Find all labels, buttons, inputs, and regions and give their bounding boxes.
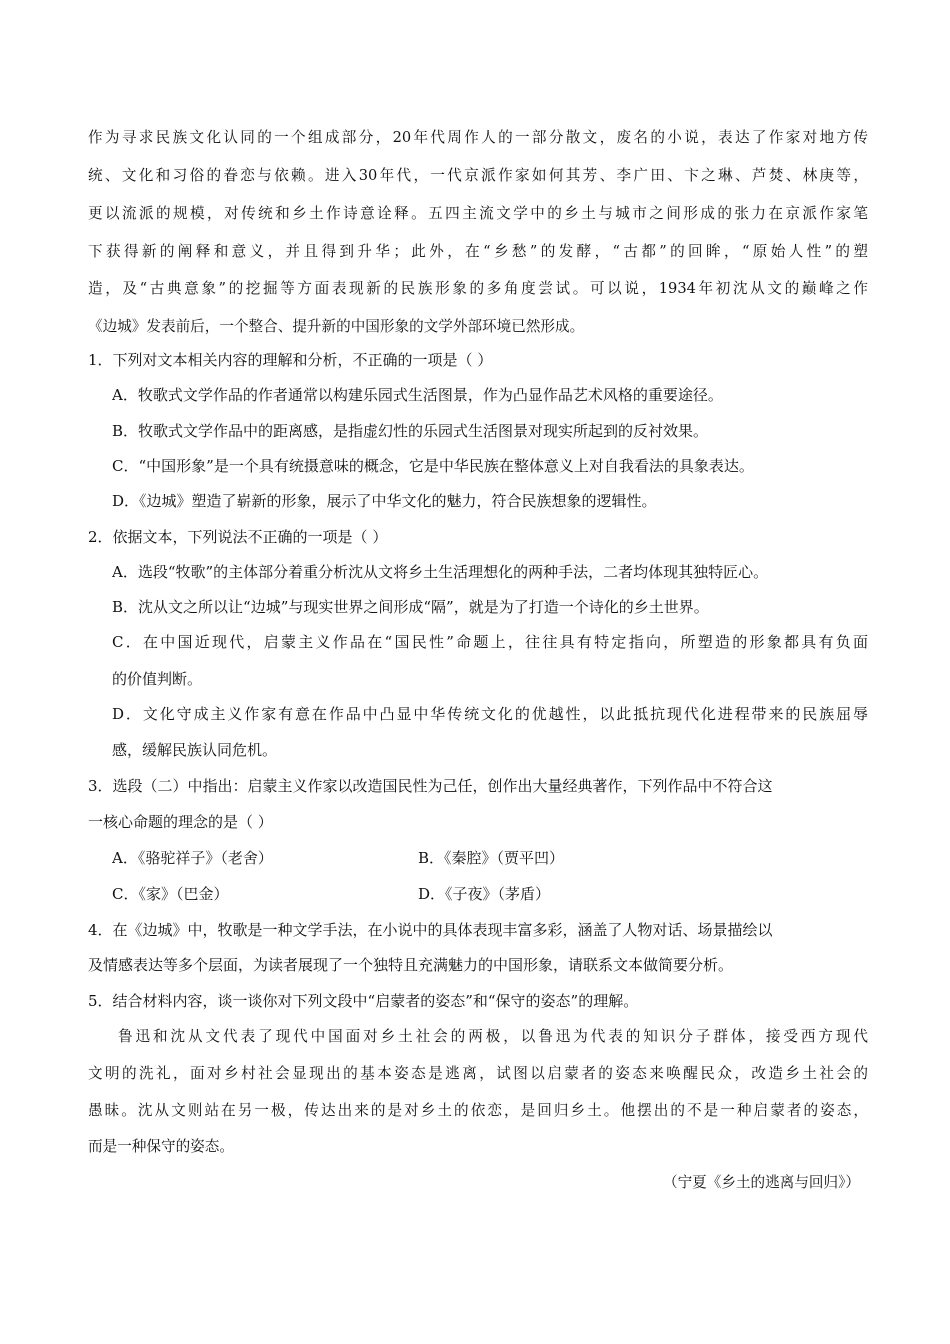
question-2-option-b: B．沈从文之所以让“边城”与现实世界之间形成“隔”，就是为了打造一个诗化的乡土世界。 <box>112 598 709 616</box>
question-3-stem: 3．选段（二）中指出：启蒙主义作家以改造国民性为己任，创作出大量经典著作，下列作品中不符合这 <box>88 777 773 795</box>
question-2-option-c-cont: 的价值判断。 <box>112 670 203 688</box>
question-1-option-b: B．牧歌式文学作品中的距离感，是指虚幻性的乐园式生活图景对现实所起到的反衬效果。 <box>112 422 709 440</box>
material-source: （宁夏《乡土的逃离与回归》） <box>662 1174 860 1191</box>
passage-line: 更以流派的规模，对传统和乡土作诗意诠释。五四主流文学中的乡土与城市之间形成的张力在京派作家笔 <box>88 205 868 222</box>
question-5-stem: 5．结合材料内容，谈一谈你对下列文段中“启蒙者的姿态”和“保守的姿态”的理解。 <box>88 992 639 1010</box>
question-1-stem: 1．下列对文本相关内容的理解和分析，不正确的一项是（ ） <box>88 351 493 369</box>
passage-line: 作为寻求民族文化认同的一个组成部分，20年代周作人的一部分散文，废名的小说，表达了作家对地方传 <box>88 129 868 146</box>
passage-line: 下获得新的阐释和意义，并且得到升华；此外，在“乡愁”的发酵，“古都”的回眸，“原始人性”的塑 <box>88 243 868 260</box>
material-line: 愚昧。沈从文则站在另一极，传达出来的是对乡土的依恋，是回归乡土。他摆出的不是一种启蒙者的姿态， <box>88 1102 868 1119</box>
question-2-option-a: A．选段“牧歌”的主体部分着重分析沈从文将乡土生活理想化的两种手法，二者均体现其独特匠心。 <box>112 563 769 581</box>
question-1-option-c: C．“中国形象”是一个具有统摄意味的概念，它是中华民族在整体意义上对自我看法的具象表达。 <box>112 457 754 475</box>
question-2-option-d: D．文化守成主义作家有意在作品中凸显中华传统文化的优越性，以此抵抗现代化进程带来的民族屈辱 <box>112 705 868 723</box>
passage-line: 《边城》发表前后，一个整合、提升新的中国形象的文学外部环境已然形成。 <box>88 318 585 335</box>
question-3-option-d: D．《子夜》（茅盾） <box>418 885 551 903</box>
question-3-option-c: C．《家》（巴金） <box>112 885 229 903</box>
question-3-option-b: B．《秦腔》（贾平凹） <box>418 849 565 867</box>
material-line: 鲁迅和沈从文代表了现代中国面对乡土社会的两极，以鲁迅为代表的知识分子群体，接受西方现代 <box>118 1028 868 1045</box>
question-2-option-c: C．在中国近现代，启蒙主义作品在“国民性”命题上，往往具有特定指向，所塑造的形象都具有负面 <box>112 633 868 651</box>
passage-line: 统、文化和习俗的眷恋与依赖。进入30年代，一代京派作家如何其芳、李广田、卞之琳、芦焚、林庚等， <box>88 167 868 184</box>
question-3-stem-cont: 一核心命题的理念的是（ ） <box>88 813 273 831</box>
material-line: 而是一种保守的姿态。 <box>88 1138 234 1155</box>
question-3-option-a: A．《骆驼祥子》（老舍） <box>112 849 273 867</box>
material-line: 文明的洗礼，面对乡村社会显现出的基本姿态是逃离，试图以启蒙者的姿态来唤醒民众，改造乡土社会的 <box>88 1065 868 1082</box>
question-1-option-d: D．《边城》塑造了崭新的形象，展示了中华文化的魅力，符合民族想象的逻辑性。 <box>112 492 657 510</box>
question-1-option-a: A．牧歌式文学作品的作者通常以构建乐园式生活图景，作为凸显作品艺术风格的重要途径。 <box>112 386 723 404</box>
question-2-option-d-cont: 感，缓解民族认同危机。 <box>112 741 278 759</box>
question-2-stem: 2．依据文本，下列说法不正确的一项是（ ） <box>88 528 388 546</box>
passage-line: 造，及“古典意象”的挖掘等方面表现新的民族形象的多角度尝试。可以说，1934年初沈从文的巅峰之作 <box>88 280 868 297</box>
question-4-stem: 4．在《边城》中，牧歌是一种文学手法，在小说中的具体表现丰富多彩，涵盖了人物对话、场景描绘以 <box>88 921 773 939</box>
question-4-stem-cont: 及情感表达等多个层面，为读者展现了一个独特且充满魅力的中国形象，请联系文本做简要分析。 <box>88 956 734 974</box>
